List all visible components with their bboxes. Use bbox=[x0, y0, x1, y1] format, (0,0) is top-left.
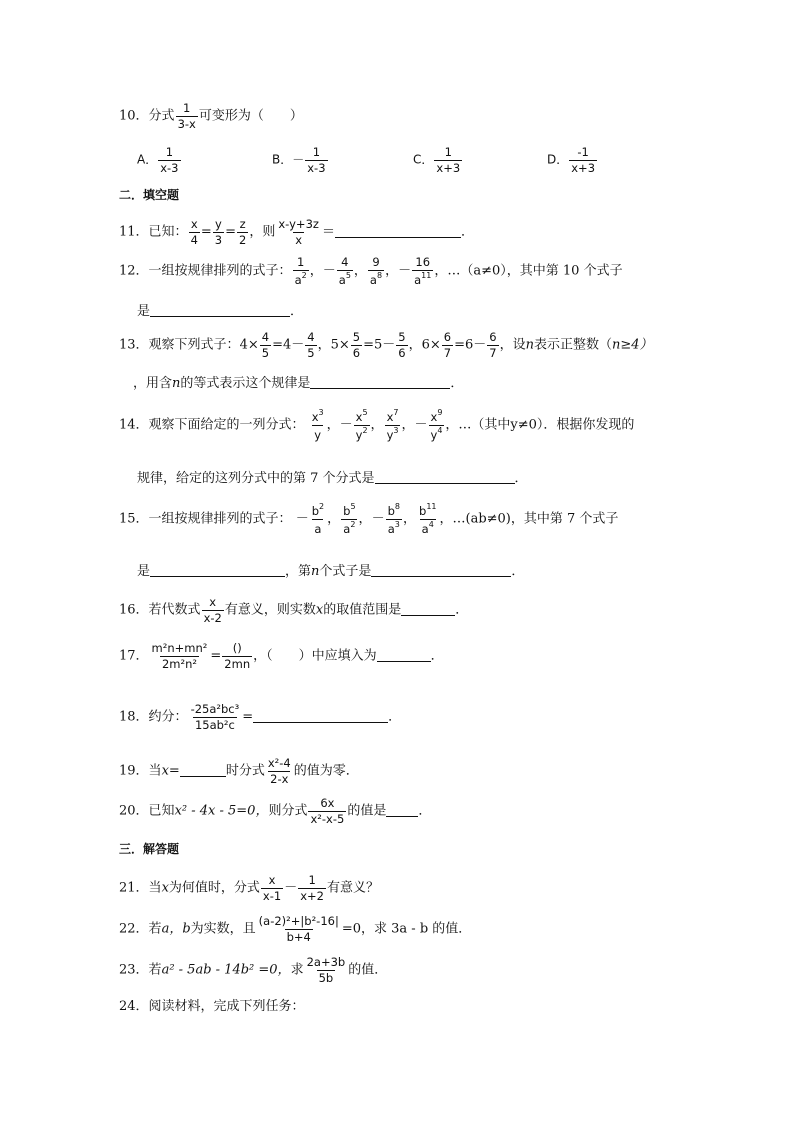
question-15: 15．一组按规律排列的式子： － $\frac{b^2}{a}$ ， $\frac{b^5}{a^2}$ ，－ $\frac{b^8}{a^3}$ ， $\frac{b^{11}}{a^4}$ ，…(ab≠0)，其中第 7 个式子 bbox=[119, 502, 619, 536]
answer-blank[interactable] bbox=[335, 225, 461, 238]
answer-blank[interactable] bbox=[375, 471, 515, 484]
section-heading-solve: 三．解答题 bbox=[119, 842, 180, 856]
question-number: 10． bbox=[119, 108, 149, 124]
answer-blank[interactable] bbox=[150, 564, 285, 577]
option-d: D． $\frac{-1}{x+3}$ bbox=[547, 145, 596, 175]
option-a: A． $\frac{1}{x-3}$ bbox=[137, 145, 179, 175]
question-13-line2: ，用含n的等式表示这个规律是 ． bbox=[133, 376, 464, 391]
answer-blank[interactable] bbox=[386, 804, 418, 817]
question-20: 20．已知x² - 4x - 5=0，则分式 $\frac{6x}{\text{x²-x-5}}$ 的值是 ． bbox=[119, 796, 432, 826]
question-12: 12．一组按规律排列的式子： $\frac{1}{a^2}$ ，－ $\frac{4}{a^5}$ ， $\frac{9}{a^8}$ ，－ $\frac{16}{a^{11}}$ ，…（a≠0），其中第 10 个式子 bbox=[119, 255, 623, 287]
option-b: B．－ $\frac{1}{x-3}$ bbox=[272, 145, 326, 175]
fraction: $\frac{1}{3-x}$ bbox=[177, 101, 196, 131]
answer-blank[interactable] bbox=[377, 649, 431, 662]
question-14-line2: 规律，给定的这列分式中的第 7 个分式是 ． bbox=[137, 471, 528, 486]
question-11: 11．已知： $\frac{x}{4}$ = $\frac{y}{3}$ = $\frac{z}{2}$ ，则 $\frac{x-y+3z}{x}$ ＝ ． bbox=[119, 217, 474, 247]
section-heading-fill-in: 二．填空题 bbox=[119, 188, 180, 202]
answer-blank[interactable] bbox=[310, 376, 450, 389]
question-22: 22．若a，b为实数，且 $\frac{\text{(a-2)²+|b²-16|}}{b+4}$ =0，求 3a - b 的值． bbox=[119, 914, 472, 944]
question-18: 18．约分： $\frac{\text{-25a²bc³}}{\text{15ab²c}}$ = ． bbox=[119, 702, 402, 732]
answer-blank[interactable] bbox=[150, 304, 290, 317]
question-23: 23．若a² - 5ab - 14b² =0，求 $\frac{2a+3b}{5b}$ 的值． bbox=[119, 955, 388, 985]
answer-blank[interactable] bbox=[401, 603, 455, 616]
question-16: 16．若代数式 $\frac{x}{x-2}$ 有意义，则实数x的取值范围是 ． bbox=[119, 595, 469, 625]
question-21: 21．当x为何值时，分式 $\frac{x}{x-1}$ － $\frac{1}{x+2}$ 有意义？ bbox=[119, 873, 379, 903]
answer-blank[interactable] bbox=[371, 564, 511, 577]
question-10: 10．分式 $\frac{1}{3-x}$ 可变形为（ ） bbox=[119, 101, 303, 131]
question-15-line2: 是 ，第n个式子是 ． bbox=[137, 564, 525, 579]
answer-blank[interactable] bbox=[180, 764, 226, 777]
answer-blank[interactable] bbox=[253, 710, 388, 723]
question-24: 24．阅读材料，完成下列任务： bbox=[119, 999, 305, 1014]
question-19: 19．当x= 时分式 $\frac{\text{x²-4}}{2-x}$ 的值为零． bbox=[119, 756, 359, 786]
question-17: 17． $\frac{\text{m²n+mn²}}{\text{2m²n²}}$ = $\frac{()}{2mn}$ ，（ ）中应填入为 ． bbox=[119, 641, 444, 671]
question-13: 13．观察下列式子：4× $\frac{4}{5}$ =4－ $\frac{4}{5}$ ，5× $\frac{5}{6}$ =5－ $\frac{5}{6}$ ，6× $\frac{6}{7}$ =6－ $\frac{6}{7}$ ，设n表示正整数（n≥4） bbox=[119, 330, 653, 360]
option-c: C． $\frac{1}{x+3}$ bbox=[413, 145, 461, 175]
question-14: 14．观察下面给定的一列分式： $\frac{x^3}{y}$ ，－ $\frac{x^5}{y^2}$ ， $\frac{x^7}{y^3}$ ，－ $\frac{x^9}{y^4}$ ，…（其中y≠0）．根据你发现的 bbox=[119, 408, 635, 442]
question-12-line2: 是 ． bbox=[137, 304, 304, 319]
